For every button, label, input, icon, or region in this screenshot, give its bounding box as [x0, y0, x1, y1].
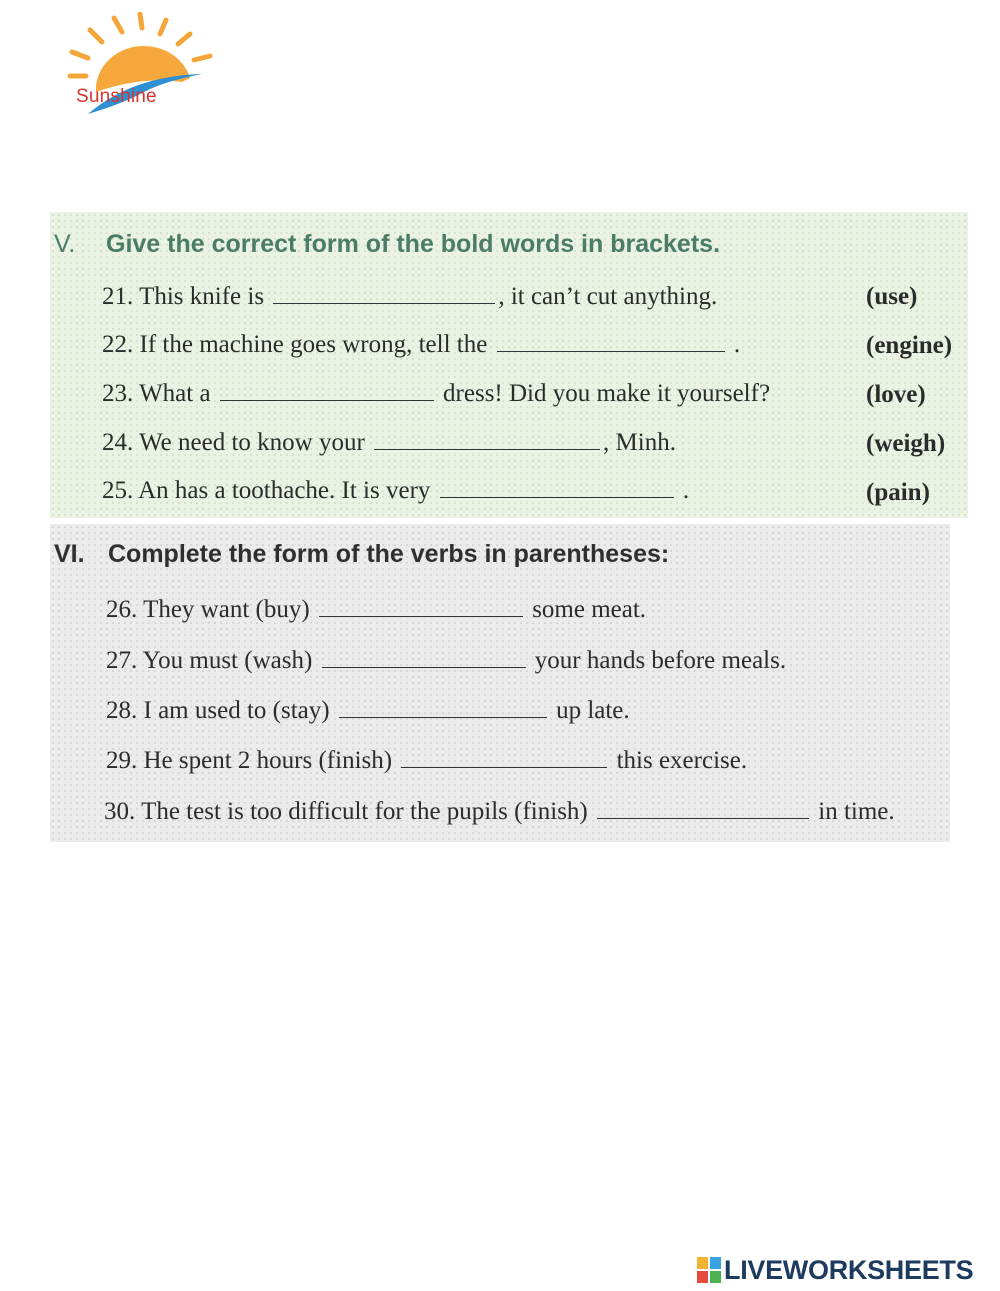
question-29: [106, 745, 747, 775]
question-text: An has a toothache. It is very: [138, 477, 431, 504]
section-v-title: Give the correct form of the bold words in brackets.: [106, 230, 721, 258]
question-24: [102, 427, 676, 457]
question-text-after: , it can’t cut anything.: [498, 283, 718, 310]
section-v-heading: [54, 230, 720, 259]
liveworksheets-brand: LIVEWORKSHEETS: [724, 1254, 974, 1285]
question-text-after: your hands before meals.: [534, 647, 787, 674]
hint-25: (pain): [866, 479, 930, 506]
question-text-after: up late.: [556, 697, 630, 724]
question-text: The test is too difficult for the pupils (finish): [141, 798, 588, 825]
section-vi-heading: [54, 540, 669, 569]
answer-blank-29[interactable]: [401, 745, 607, 768]
answer-blank-25[interactable]: [440, 475, 674, 498]
hint-21: (use): [866, 283, 918, 310]
question-text-after: .: [682, 477, 690, 504]
question-number: 21.: [102, 283, 134, 310]
answer-blank-27[interactable]: [322, 645, 526, 668]
liveworksheets-logo-icon: [697, 1257, 721, 1283]
question-number: 29.: [106, 747, 138, 774]
question-text: They want (buy): [143, 596, 310, 623]
hint-22: (engine): [866, 332, 953, 359]
logo-text: Sunshine: [76, 86, 157, 107]
question-text-after: in time.: [818, 798, 895, 825]
question-25: [102, 475, 689, 505]
question-22: [102, 329, 740, 359]
question-number: 26.: [106, 596, 138, 623]
answer-blank-24[interactable]: [374, 427, 600, 450]
question-text-after: .: [733, 331, 741, 358]
question-number: 22.: [102, 331, 134, 358]
liveworksheets-footer: [697, 1254, 973, 1286]
question-number: 28.: [106, 697, 138, 724]
question-number: 27.: [106, 647, 138, 674]
question-text: He spent 2 hours (finish): [143, 747, 393, 774]
question-number: 23.: [102, 380, 134, 407]
answer-blank-28[interactable]: [339, 695, 547, 718]
question-number: 25.: [102, 477, 134, 504]
question-text-after: some meat.: [532, 596, 647, 623]
question-26: [106, 594, 646, 624]
question-number: 24.: [102, 429, 134, 456]
hint-24: (weigh): [866, 430, 946, 457]
question-21: [102, 281, 717, 311]
question-23: [102, 378, 770, 408]
question-text: You must (wash): [142, 647, 313, 674]
question-text: If the machine goes wrong, tell the: [139, 331, 488, 358]
question-text-after: , Minh.: [603, 429, 676, 456]
section-v-number: V.: [54, 230, 76, 258]
answer-blank-23[interactable]: [220, 378, 434, 401]
question-text-after: this exercise.: [616, 747, 748, 774]
question-text: We need to know your: [139, 429, 365, 456]
question-text-after: dress! Did you make it yourself?: [443, 380, 771, 407]
section-vi-number: VI.: [54, 540, 85, 568]
question-text: I am used to (stay): [143, 697, 330, 724]
question-27: [106, 645, 786, 675]
answer-blank-30[interactable]: [597, 796, 809, 819]
section-vi-panel: [50, 524, 950, 842]
answer-blank-22[interactable]: [497, 329, 725, 352]
question-28: [106, 695, 630, 725]
question-number: 30.: [104, 798, 136, 825]
answer-blank-26[interactable]: [319, 594, 523, 617]
hint-23: (love): [866, 381, 926, 408]
answer-blank-21[interactable]: [273, 281, 495, 304]
section-vi-title: Complete the form of the verbs in parentheses:: [108, 540, 670, 568]
question-text: What a: [139, 380, 211, 407]
question-text: This knife is: [139, 283, 265, 310]
question-30: [104, 796, 895, 826]
